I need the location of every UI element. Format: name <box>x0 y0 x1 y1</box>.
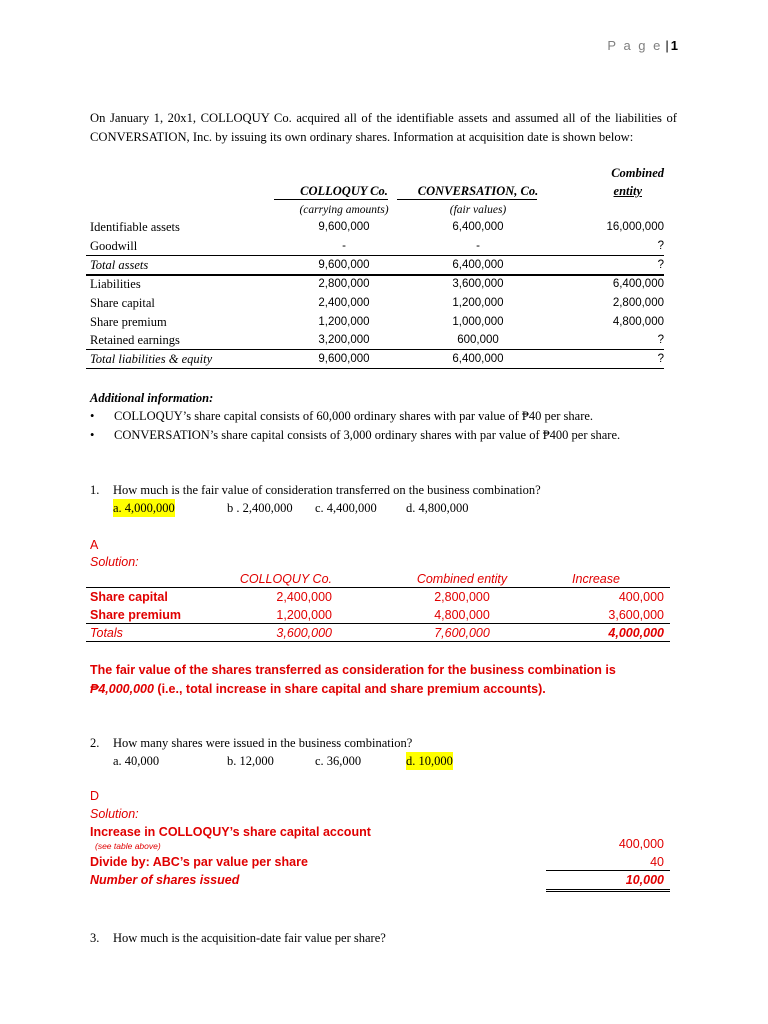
table-subheader-row: (carrying amounts) (fair values) <box>299 204 507 216</box>
q2-option-c: c. 36,000 <box>315 754 362 768</box>
question-1: 1. <box>90 483 100 497</box>
q2-option-b: b. 12,000 <box>227 754 274 768</box>
question-2-text: How many shares were issued in the business combination? <box>113 736 413 750</box>
intro-paragraph: On January 1, 20x1, COLLOQUY Co. acquired all of the identifiable assets and assumed all of the liabilities of CONVERSATION, Inc. by issuing its own ordinary shares. Information at acquisition date is shown below: <box>90 111 677 144</box>
question-2: 2. <box>90 736 100 750</box>
table-row: Liabilities 2,800,000 3,600,000 6,400,000 <box>90 277 664 291</box>
table-row: Share capital 2,400,000 1,200,000 2,800,000 <box>90 296 664 310</box>
solution-value-3: 10,000 <box>625 873 664 887</box>
q1-option-c: c. 4,400,000 <box>315 501 377 515</box>
solution-line-1: Increase in COLLOQUY’s share capital account <box>90 825 371 839</box>
solution-value-1: 400,000 <box>618 837 664 851</box>
q2-option-d: d. 10,000 <box>406 754 453 768</box>
solution-line-2: Divide by: ABC’s par value per share <box>90 855 308 869</box>
solution-line-3: Number of shares issued <box>90 873 240 887</box>
solution-conclusion: The fair value of the shares transferred as consideration for the business combination is ₱4,000,000 (i.e., total increase in share capital and share premium accounts). <box>90 663 616 696</box>
solution-value-2: 40 <box>650 855 664 869</box>
page-label: P a g e <box>607 38 663 53</box>
page-header: P a g e | 1 <box>607 38 678 53</box>
table-row: Share premium 1,200,000 4,800,000 3,600,000 <box>90 608 664 622</box>
table-row: Goodwill - - ? <box>90 239 664 253</box>
q1-option-d: d. 4,800,000 <box>406 501 469 515</box>
table-row: Identifiable assets 9,600,000 6,400,000 16,000,000 <box>90 220 664 234</box>
table-row: Retained earnings 3,200,000 600,000 ? <box>90 333 664 347</box>
list-item: • COLLOQUY’s share capital consists of 60,000 ordinary shares with par value of ₱40 per share. <box>90 409 594 423</box>
solution-header-row: COLLOQUY Co. Combined entity Increase <box>239 572 620 586</box>
list-item: • CONVERSATION’s share capital consists of 3,000 ordinary shares with par value of ₱400 per share. <box>90 428 621 442</box>
answer-letter: A <box>90 538 99 552</box>
question-3: 3. <box>90 931 100 945</box>
solution-label: Solution: <box>90 555 139 569</box>
q1-option-b: b . 2,400,000 <box>227 501 293 515</box>
col3-header: Combined entity <box>611 166 664 198</box>
q1-option-a: a. 4,000,000 <box>113 501 175 515</box>
table-row: Total liabilities & equity 9,600,000 6,400,000 ? <box>90 352 664 366</box>
additional-info-title: Additional information: <box>90 391 214 405</box>
table-row: Share capital 2,400,000 2,800,000 400,000 <box>90 590 664 604</box>
q2-option-a: a. 40,000 <box>113 754 160 768</box>
question-1-text: How much is the fair value of consideration transferred on the business combination? <box>113 483 541 497</box>
solution-label: Solution: <box>90 807 139 821</box>
table-row: Total assets 9,600,000 6,400,000 ? <box>90 258 664 272</box>
table-header-row: COLLOQUY Co. CONVERSATION, Co. <box>300 184 539 198</box>
solution-line-1-note: (see table above) <box>95 841 161 851</box>
table-row: Share premium 1,200,000 1,000,000 4,800,000 <box>90 315 664 329</box>
question-3-text: How much is the acquisition-date fair value per share? <box>113 931 386 945</box>
page-number: 1 <box>670 38 678 53</box>
answer-letter: D <box>90 789 100 803</box>
table-row: Totals 3,600,000 7,600,000 4,000,000 <box>90 626 664 640</box>
